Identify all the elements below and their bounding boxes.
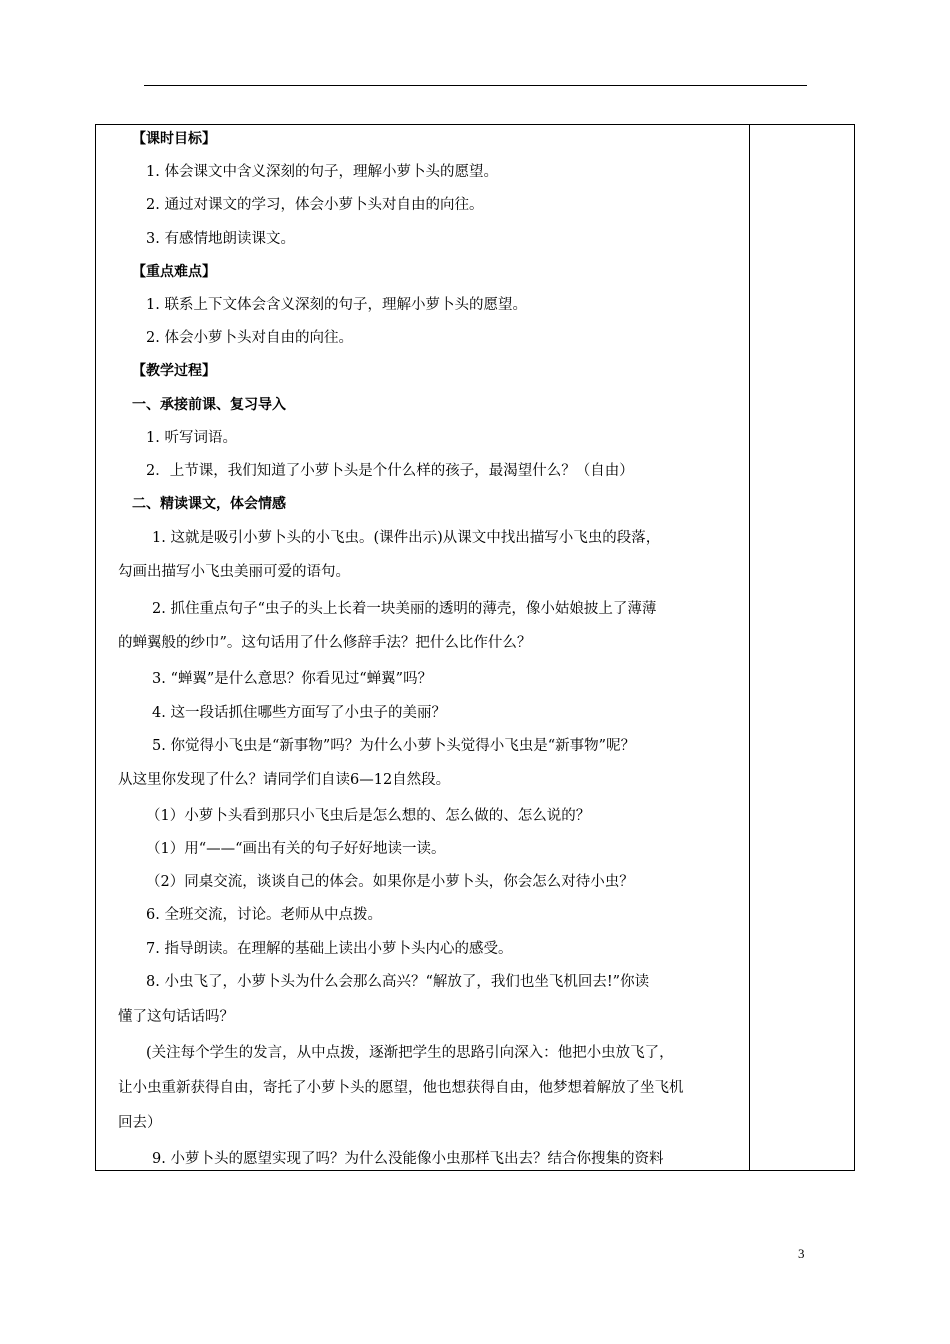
text-line: (关注每个学生的发言，从中点拨，逐渐把学生的思路引向深入：他把小虫放飞了， [146,1045,674,1061]
text-line: 2. 体会小萝卜头对自由的向往。 [146,330,353,346]
column-divider [749,125,750,1170]
text-line: 回去） [118,1115,162,1131]
page-number: 3 [798,1246,805,1261]
text-line: 2. 抓住重点句子“虫子的头上长着一块美丽的透明的薄壳，像小姑娘披上了薄薄 [152,601,657,617]
text-line: 懂了这句话话吗？ [118,1009,234,1025]
text-line: 8. 小虫飞了，小萝卜头为什么会那么高兴？“解放了，我们也坐飞机回去!”你读 [146,974,650,990]
text-line: 2．上节课，我们知道了小萝卜头是个什么样的孩子，最渴望什么？（自由） [146,463,634,479]
header-rule [144,85,807,86]
text-line: 让小虫重新获得自由，寄托了小萝卜头的愿望，他也想获得自由，他梦想着解放了坐飞机 [118,1080,684,1096]
text-line: 1. 联系上下文体会含义深刻的句子，理解小萝卜头的愿望。 [146,297,527,313]
text-line: 7. 指导朗读。在理解的基础上读出小萝卜头内心的感受。 [146,941,513,957]
text-line: （1）小萝卜头看到那只小飞虫后是怎么想的、怎么做的、怎么说的？ [146,808,591,824]
text-line: 6. 全班交流，讨论。老师从中点拨。 [146,907,382,923]
text-line: （1）用“——“画出有关的句子好好地读一读。 [146,841,446,857]
section-heading: 【重点难点】 [132,264,216,280]
text-line: 1. 体会课文中含义深刻的句子，理解小萝卜头的愿望。 [146,164,498,180]
section-heading: 一、承接前课、复习导入 [132,397,286,413]
section-heading: 【教学过程】 [132,363,216,379]
section-heading: 【课时目标】 [132,131,216,147]
text-line: 从这里你发现了什么？请同学们自读6—12自然段。 [118,772,451,788]
text-line: 3. 有感情地朗读课文。 [146,231,295,247]
lesson-table [95,124,855,1171]
text-line: 的蝉翼般的纱巾”。这句话用了什么修辞手法？把什么比作什么？ [118,635,532,651]
section-heading: 二、精读课文，体会情感 [132,496,286,512]
text-line: 4. 这一段话抓住哪些方面写了小虫子的美丽？ [152,705,446,721]
text-line: 1. 这就是吸引小萝卜头的小飞虫。(课件出示)从课文中找出描写小飞虫的段落， [152,530,661,546]
text-line: 5. 你觉得小飞虫是“新事物”吗？为什么小萝卜头觉得小飞虫是“新事物”呢？ [152,738,636,754]
text-line: （2）同桌交流，谈谈自己的体会。如果你是小萝卜头，你会怎么对待小虫？ [146,874,634,890]
text-line: 2. 通过对课文的学习，体会小萝卜头对自由的向往。 [146,197,484,213]
text-line: 勾画出描写小飞虫美丽可爱的语句。 [118,564,350,580]
text-line: 9. 小萝卜头的愿望实现了吗？为什么没能像小虫那样飞出去？结合你搜集的资料 [152,1151,664,1167]
text-line: 3. “蝉翼”是什么意思？你看见过“蝉翼”吗？ [152,671,433,687]
text-line: 1. 听写词语。 [146,430,237,446]
